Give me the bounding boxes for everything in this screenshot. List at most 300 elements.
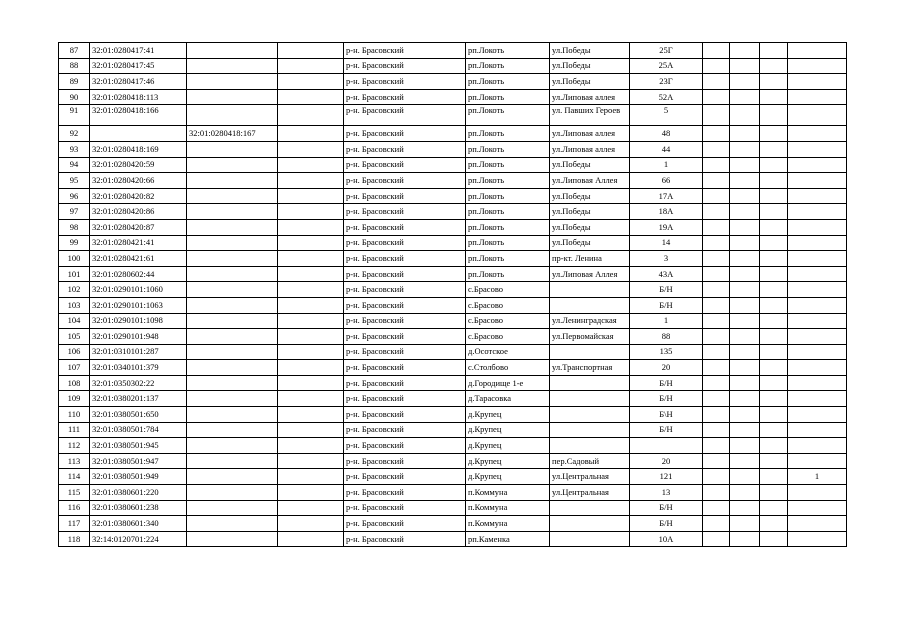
empty-cell: [760, 251, 788, 267]
street-cell: ул.Победы: [550, 157, 630, 173]
cadastral-number-alt-cell: [187, 360, 278, 376]
locality-cell: д.Крупец: [466, 422, 550, 438]
empty-cell: [760, 313, 788, 329]
cadastral-number-cell: 32:01:0280418:169: [90, 141, 187, 157]
cadastral-number-cell: 32:01:0280418:166: [90, 105, 187, 126]
empty-cell: [730, 43, 760, 59]
street-cell: ул.Победы: [550, 188, 630, 204]
street-cell: пер.Садовый: [550, 453, 630, 469]
street-cell: [550, 282, 630, 298]
cadastral-number-alt-cell: [187, 219, 278, 235]
extra-value-cell: [788, 251, 847, 267]
district-cell: р-н. Брасовский: [344, 500, 466, 516]
extra-value-cell: [788, 235, 847, 251]
district-cell: р-н. Брасовский: [344, 58, 466, 74]
cadastral-number-cell: 32:01:0380201:137: [90, 391, 187, 407]
extra-value-cell: [788, 282, 847, 298]
empty-cell: [703, 391, 730, 407]
empty-cell: [760, 407, 788, 423]
cadastral-number-alt-cell: [187, 344, 278, 360]
locality-cell: рп.Локоть: [466, 157, 550, 173]
empty-cell: [703, 188, 730, 204]
empty-cell: [278, 105, 344, 126]
cadastral-number-cell: 32:01:0340101:379: [90, 360, 187, 376]
extra-value-cell: [788, 126, 847, 142]
empty-cell: [730, 282, 760, 298]
row-number-cell: 94: [59, 157, 90, 173]
cadastral-number-alt-cell: [187, 141, 278, 157]
house-number-cell: 48: [630, 126, 703, 142]
house-number-cell: 19А: [630, 219, 703, 235]
cadastral-number-alt-cell: [187, 74, 278, 90]
row-number-cell: 98: [59, 219, 90, 235]
house-number-cell: 43А: [630, 266, 703, 282]
street-cell: ул.Ленинградская: [550, 313, 630, 329]
locality-cell: д.Крупец: [466, 407, 550, 423]
empty-cell: [730, 407, 760, 423]
empty-cell: [760, 43, 788, 59]
empty-cell: [278, 188, 344, 204]
cadastral-number-cell: 32:01:0380501:947: [90, 453, 187, 469]
empty-cell: [703, 297, 730, 313]
empty-cell: [703, 407, 730, 423]
empty-cell: [760, 453, 788, 469]
house-number-cell: 135: [630, 344, 703, 360]
empty-cell: [278, 126, 344, 142]
district-cell: р-н. Брасовский: [344, 485, 466, 501]
house-number-cell: Б/Н: [630, 422, 703, 438]
extra-value-cell: [788, 313, 847, 329]
table-body: [59, 43, 847, 547]
row-number-cell: 116: [59, 500, 90, 516]
extra-value-cell: [788, 297, 847, 313]
cadastral-number-alt-cell: [187, 391, 278, 407]
empty-cell: [730, 453, 760, 469]
table-row: [59, 105, 847, 126]
row-number-cell: 91: [59, 105, 90, 126]
locality-cell: д.Крупец: [466, 438, 550, 454]
locality-cell: рп.Локоть: [466, 105, 550, 126]
empty-cell: [703, 173, 730, 189]
empty-cell: [760, 360, 788, 376]
street-cell: ул.Победы: [550, 235, 630, 251]
extra-value-cell: [788, 266, 847, 282]
street-cell: [550, 422, 630, 438]
extra-value-cell: [788, 219, 847, 235]
table-row: [59, 344, 847, 360]
empty-cell: [278, 251, 344, 267]
empty-cell: [703, 485, 730, 501]
house-number-cell: Б/Н: [630, 297, 703, 313]
empty-cell: [760, 141, 788, 157]
table-row: [59, 422, 847, 438]
empty-cell: [703, 266, 730, 282]
extra-value-cell: [788, 438, 847, 454]
empty-cell: [278, 157, 344, 173]
cadastral-number-cell: [90, 126, 187, 142]
extra-value-cell: [788, 141, 847, 157]
street-cell: ул.Липовая аллея: [550, 89, 630, 105]
cadastral-number-alt-cell: [187, 313, 278, 329]
table-row: [59, 188, 847, 204]
locality-cell: рп.Локоть: [466, 251, 550, 267]
locality-cell: д.Крупец: [466, 453, 550, 469]
table-row: [59, 485, 847, 501]
street-cell: [550, 531, 630, 547]
extra-value-cell: [788, 329, 847, 345]
row-number-cell: 117: [59, 516, 90, 532]
empty-cell: [703, 344, 730, 360]
empty-cell: [703, 500, 730, 516]
extra-value-cell: [788, 375, 847, 391]
row-number-cell: 113: [59, 453, 90, 469]
cadastral-number-alt-cell: [187, 375, 278, 391]
empty-cell: [703, 329, 730, 345]
empty-cell: [703, 126, 730, 142]
empty-cell: [730, 58, 760, 74]
house-number-cell: 1: [630, 157, 703, 173]
empty-cell: [278, 219, 344, 235]
district-cell: р-н. Брасовский: [344, 297, 466, 313]
empty-cell: [278, 500, 344, 516]
district-cell: р-н. Брасовский: [344, 391, 466, 407]
locality-cell: рп.Локоть: [466, 74, 550, 90]
empty-cell: [278, 58, 344, 74]
locality-cell: д.Осотское: [466, 344, 550, 360]
row-number-cell: 99: [59, 235, 90, 251]
row-number-cell: 88: [59, 58, 90, 74]
table-row: [59, 74, 847, 90]
extra-value-cell: [788, 344, 847, 360]
cadastral-number-alt-cell: [187, 516, 278, 532]
table-row: [59, 375, 847, 391]
empty-cell: [760, 329, 788, 345]
cadastral-number-alt-cell: [187, 500, 278, 516]
house-number-cell: Б/Н: [630, 500, 703, 516]
empty-cell: [278, 469, 344, 485]
empty-cell: [703, 157, 730, 173]
empty-cell: [278, 391, 344, 407]
district-cell: р-н. Брасовский: [344, 74, 466, 90]
house-number-cell: 20: [630, 453, 703, 469]
district-cell: р-н. Брасовский: [344, 438, 466, 454]
table-row: [59, 531, 847, 547]
empty-cell: [760, 266, 788, 282]
house-number-cell: 17А: [630, 188, 703, 204]
district-cell: р-н. Брасовский: [344, 105, 466, 126]
row-number-cell: 108: [59, 375, 90, 391]
house-number-cell: 18А: [630, 204, 703, 220]
extra-value-cell: [788, 157, 847, 173]
empty-cell: [278, 453, 344, 469]
cadastral-number-cell: 32:01:0280418:113: [90, 89, 187, 105]
empty-cell: [730, 375, 760, 391]
locality-cell: рп.Локоть: [466, 43, 550, 59]
table-row: [59, 235, 847, 251]
table-row: [59, 157, 847, 173]
house-number-cell: 20: [630, 360, 703, 376]
cadastral-number-alt-cell: [187, 407, 278, 423]
cadastral-number-alt-cell: [187, 105, 278, 126]
empty-cell: [703, 219, 730, 235]
empty-cell: [278, 74, 344, 90]
street-cell: ул.Транспортная: [550, 360, 630, 376]
empty-cell: [730, 438, 760, 454]
house-number-cell: 13: [630, 485, 703, 501]
cadastral-number-cell: 32:01:0380601:220: [90, 485, 187, 501]
house-number-cell: Б\Н: [630, 407, 703, 423]
district-cell: р-н. Брасовский: [344, 235, 466, 251]
empty-cell: [703, 422, 730, 438]
table-row: [59, 204, 847, 220]
empty-cell: [278, 360, 344, 376]
extra-value-cell: [788, 500, 847, 516]
house-number-cell: 44: [630, 141, 703, 157]
empty-cell: [278, 485, 344, 501]
empty-cell: [730, 313, 760, 329]
house-number-cell: Б/Н: [630, 391, 703, 407]
house-number-cell: 23Г: [630, 74, 703, 90]
empty-cell: [760, 157, 788, 173]
empty-cell: [730, 344, 760, 360]
empty-cell: [278, 313, 344, 329]
district-cell: р-н. Брасовский: [344, 407, 466, 423]
empty-cell: [760, 297, 788, 313]
empty-cell: [703, 89, 730, 105]
district-cell: р-н. Брасовский: [344, 344, 466, 360]
locality-cell: с.Брасово: [466, 282, 550, 298]
cadastral-number-alt-cell: [187, 43, 278, 59]
cadastral-number-cell: 32:01:0380501:650: [90, 407, 187, 423]
cadastral-number-cell: 32:01:0290101:1063: [90, 297, 187, 313]
district-cell: р-н. Брасовский: [344, 251, 466, 267]
cadastral-number-alt-cell: [187, 329, 278, 345]
extra-value-cell: [788, 531, 847, 547]
district-cell: р-н. Брасовский: [344, 141, 466, 157]
district-cell: р-н. Брасовский: [344, 204, 466, 220]
empty-cell: [730, 188, 760, 204]
empty-cell: [703, 438, 730, 454]
row-number-cell: 87: [59, 43, 90, 59]
district-cell: р-н. Брасовский: [344, 126, 466, 142]
empty-cell: [730, 251, 760, 267]
district-cell: р-н. Брасовский: [344, 313, 466, 329]
cadastral-number-cell: 32:01:0280420:59: [90, 157, 187, 173]
empty-cell: [730, 157, 760, 173]
empty-cell: [760, 173, 788, 189]
empty-cell: [730, 297, 760, 313]
street-cell: [550, 344, 630, 360]
district-cell: р-н. Брасовский: [344, 531, 466, 547]
street-cell: ул.Центральная: [550, 485, 630, 501]
locality-cell: п.Коммуна: [466, 516, 550, 532]
district-cell: р-н. Брасовский: [344, 282, 466, 298]
district-cell: р-н. Брасовский: [344, 360, 466, 376]
empty-cell: [730, 531, 760, 547]
empty-cell: [760, 391, 788, 407]
cadastral-number-cell: 32:01:0280417:45: [90, 58, 187, 74]
empty-cell: [278, 235, 344, 251]
house-number-cell: Б/Н: [630, 516, 703, 532]
table-row: [59, 251, 847, 267]
district-cell: р-н. Брасовский: [344, 188, 466, 204]
locality-cell: с.Столбово: [466, 360, 550, 376]
cadastral-number-cell: 32:01:0380501:945: [90, 438, 187, 454]
extra-value-cell: [788, 485, 847, 501]
extra-value-cell: [788, 453, 847, 469]
locality-cell: рп.Локоть: [466, 58, 550, 74]
empty-cell: [760, 282, 788, 298]
street-cell: ул.Победы: [550, 219, 630, 235]
locality-cell: рп.Локоть: [466, 141, 550, 157]
empty-cell: [730, 485, 760, 501]
table-row: [59, 453, 847, 469]
empty-cell: [760, 485, 788, 501]
empty-cell: [278, 266, 344, 282]
cadastral-number-alt-cell: 32:01:0280418:167: [187, 126, 278, 142]
cadastral-number-cell: 32:01:0280420:82: [90, 188, 187, 204]
row-number-cell: 89: [59, 74, 90, 90]
empty-cell: [760, 74, 788, 90]
empty-cell: [730, 74, 760, 90]
street-cell: ул.Победы: [550, 74, 630, 90]
extra-value-cell: [788, 58, 847, 74]
street-cell: ул.Липовая Аллея: [550, 173, 630, 189]
empty-cell: [760, 219, 788, 235]
house-number-cell: 66: [630, 173, 703, 189]
row-number-cell: 109: [59, 391, 90, 407]
row-number-cell: 95: [59, 173, 90, 189]
district-cell: р-н. Брасовский: [344, 516, 466, 532]
empty-cell: [730, 126, 760, 142]
row-number-cell: 105: [59, 329, 90, 345]
empty-cell: [278, 204, 344, 220]
extra-value-cell: [788, 43, 847, 59]
cadastral-number-cell: 32:01:0380601:238: [90, 500, 187, 516]
district-cell: р-н. Брасовский: [344, 266, 466, 282]
cadastral-number-cell: 32:01:0350302:22: [90, 375, 187, 391]
street-cell: ул.Первомайская: [550, 329, 630, 345]
cadastral-number-alt-cell: [187, 173, 278, 189]
cadastral-number-alt-cell: [187, 251, 278, 267]
cadastral-number-cell: 32:01:0380501:949: [90, 469, 187, 485]
row-number-cell: 93: [59, 141, 90, 157]
locality-cell: п.Коммуна: [466, 500, 550, 516]
locality-cell: с.Брасово: [466, 313, 550, 329]
empty-cell: [760, 469, 788, 485]
street-cell: ул.Липовая Аллея: [550, 266, 630, 282]
cadastral-number-cell: 32:01:0290101:1060: [90, 282, 187, 298]
empty-cell: [703, 375, 730, 391]
street-cell: [550, 407, 630, 423]
empty-cell: [278, 282, 344, 298]
locality-cell: д.Городище 1-е: [466, 375, 550, 391]
cadastral-number-alt-cell: [187, 58, 278, 74]
row-number-cell: 104: [59, 313, 90, 329]
locality-cell: рп.Каменка: [466, 531, 550, 547]
cadastral-number-alt-cell: [187, 422, 278, 438]
district-cell: р-н. Брасовский: [344, 329, 466, 345]
empty-cell: [703, 360, 730, 376]
row-number-cell: 97: [59, 204, 90, 220]
cadastral-number-cell: 32:01:0280420:86: [90, 204, 187, 220]
empty-cell: [730, 360, 760, 376]
row-number-cell: 103: [59, 297, 90, 313]
street-cell: [550, 391, 630, 407]
empty-cell: [703, 105, 730, 126]
street-cell: ул.Победы: [550, 58, 630, 74]
row-number-cell: 118: [59, 531, 90, 547]
empty-cell: [730, 89, 760, 105]
cadastral-number-alt-cell: [187, 469, 278, 485]
locality-cell: рп.Локоть: [466, 204, 550, 220]
row-number-cell: 100: [59, 251, 90, 267]
empty-cell: [730, 204, 760, 220]
empty-cell: [760, 204, 788, 220]
empty-cell: [760, 375, 788, 391]
cadastral-number-alt-cell: [187, 282, 278, 298]
locality-cell: с.Брасово: [466, 329, 550, 345]
empty-cell: [760, 105, 788, 126]
empty-cell: [730, 422, 760, 438]
locality-cell: рп.Локоть: [466, 266, 550, 282]
locality-cell: д.Тарасовка: [466, 391, 550, 407]
empty-cell: [703, 251, 730, 267]
cadastral-number-alt-cell: [187, 235, 278, 251]
table-row: [59, 407, 847, 423]
empty-cell: [760, 422, 788, 438]
house-number-cell: 14: [630, 235, 703, 251]
cadastral-number-alt-cell: [187, 531, 278, 547]
cadastral-number-cell: 32:14:0120701:224: [90, 531, 187, 547]
house-number-cell: 88: [630, 329, 703, 345]
extra-value-cell: [788, 516, 847, 532]
extra-value-cell: [788, 360, 847, 376]
cadastral-number-cell: 32:01:0310101:287: [90, 344, 187, 360]
extra-value-cell: [788, 74, 847, 90]
house-number-cell: [630, 438, 703, 454]
extra-value-cell: 1: [788, 469, 847, 485]
empty-cell: [278, 89, 344, 105]
locality-cell: рп.Локоть: [466, 188, 550, 204]
empty-cell: [760, 58, 788, 74]
table-row: [59, 329, 847, 345]
house-number-cell: 25А: [630, 58, 703, 74]
street-cell: [550, 500, 630, 516]
cadastral-number-cell: 32:01:0280420:66: [90, 173, 187, 189]
cadastral-number-alt-cell: [187, 438, 278, 454]
table-row: [59, 58, 847, 74]
empty-cell: [760, 126, 788, 142]
locality-cell: рп.Локоть: [466, 126, 550, 142]
cadastral-number-cell: 32:01:0280417:41: [90, 43, 187, 59]
empty-cell: [760, 531, 788, 547]
empty-cell: [278, 438, 344, 454]
cadastral-number-alt-cell: [187, 204, 278, 220]
table-row: [59, 360, 847, 376]
empty-cell: [730, 329, 760, 345]
street-cell: пр-кт. Ленина: [550, 251, 630, 267]
table-row: [59, 219, 847, 235]
district-cell: р-н. Брасовский: [344, 219, 466, 235]
cadastral-number-cell: 32:01:0280417:46: [90, 74, 187, 90]
row-number-cell: 96: [59, 188, 90, 204]
empty-cell: [730, 516, 760, 532]
empty-cell: [730, 500, 760, 516]
house-number-cell: 3: [630, 251, 703, 267]
row-number-cell: 112: [59, 438, 90, 454]
cadastral-number-cell: 32:01:0280421:41: [90, 235, 187, 251]
